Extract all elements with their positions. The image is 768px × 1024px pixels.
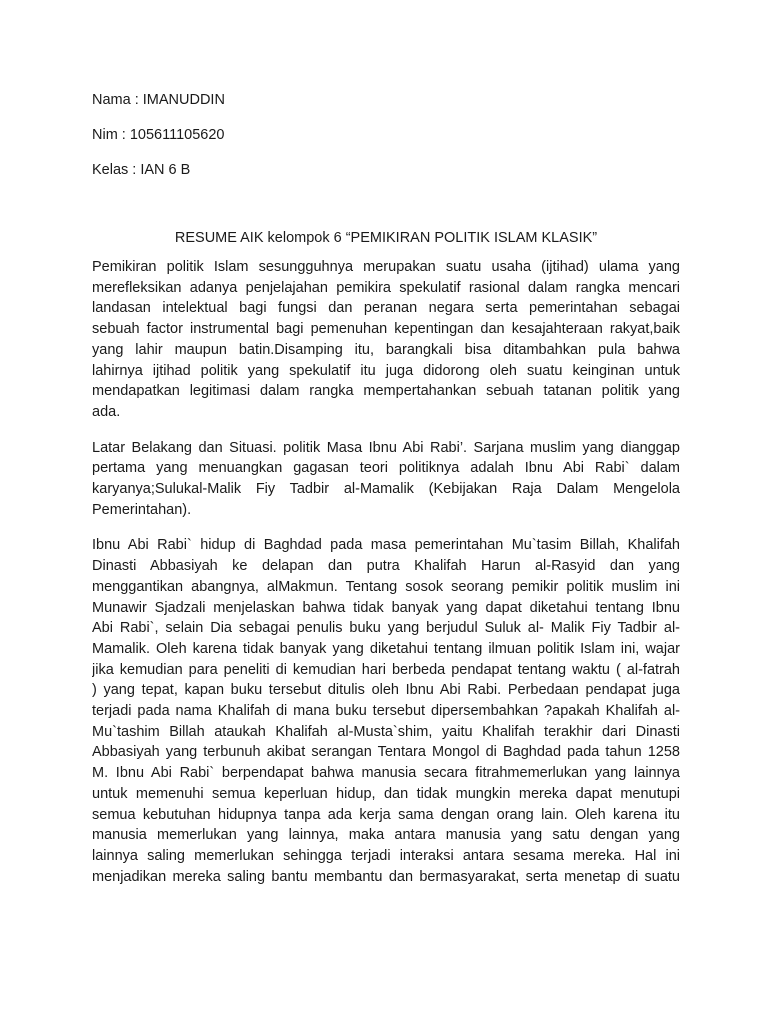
text-line: Mamalik. Oleh karena tidak banyak yang diketahui tentang ilmuan politik Islam ini, wajar xyxy=(92,640,680,657)
text-line: Mu`tashim Billah ataukah Khalifah al-Musta`shim, yaitu Khalifah terakhir dari Dinasti xyxy=(92,723,680,740)
text-line: terjadi pada nama Khalifah di mana buku tersebut dipersembahkan ?apakah Khalifah al- xyxy=(92,703,680,720)
text-line: untuk memenuhi semua keperluan hidup, dan tidak mungkin mereka dapat menutupi xyxy=(92,785,680,802)
text-line: manusia memerlukan yang lainnya, maka antara manusia yang satu dengan yang xyxy=(92,827,680,844)
paragraph-1 xyxy=(92,257,680,423)
text-line: sebuah factor instrumental bagi pemenuhan kepentingan dan kesajahteraan rakyat,baik xyxy=(92,321,680,338)
text-line: yang lahir maupun batin.Disamping itu, barangkali bisa ditambahkan pula bahwa xyxy=(92,341,680,358)
text-line: ada. xyxy=(92,403,121,420)
text-line: Pemerintahan). xyxy=(92,501,192,518)
text-line: semua kebutuhan hidupnya tanpa ada kerja sama dengan orang lain. Oleh karena itu xyxy=(92,806,680,823)
student-name: Nama : IMANUDDIN xyxy=(92,92,225,108)
text-line: menjadikan mereka saling bantu membantu dan bermasyarakat, serta menetap di suatu xyxy=(92,868,680,885)
student-class: Kelas : IAN 6 B xyxy=(92,162,191,178)
text-line: menggantikan abangnya, alMakmun. Tentang sosok seorang pemikir politik muslim ini xyxy=(92,578,680,595)
paragraph-2 xyxy=(92,438,680,521)
text-line: Pemikiran politik Islam sesungguhnya merupakan suatu usaha (ijtihad) ulama yang xyxy=(92,259,680,275)
text-line: pertama yang menuangkan gagasan teori politiknya adalah Ibnu Abi Rabi` dalam xyxy=(92,460,680,477)
paragraph-3 xyxy=(92,535,680,887)
text-line: Latar Belakang dan Situasi. politik Masa Ibnu Abi Rabi’. Sarjana muslim yang dianggap xyxy=(92,439,680,456)
document-body xyxy=(92,90,680,902)
text-line: M. Ibnu Abi Rabi` berpendapat bahwa manusia secara fitrahmemerlukan yang lainnya xyxy=(92,765,680,782)
text-line: jika kemudian para peneliti di kemudian hari berbeda pendapat tentang waktu ( al-fatrah xyxy=(92,661,680,678)
text-line: Ibnu Abi Rabi` hidup di Baghdad pada masa pemerintahan Mu`tasim Billah, Khalifah xyxy=(92,537,680,554)
text-line: karyanya;Sulukal-Malik Fiy Tadbir al-Mamalik (Kebijakan Raja Dalam Mengelola xyxy=(92,481,680,498)
text-line: landasan intelektual bagi fungsi dan peranan negara serta pemerintahan sebagai xyxy=(92,300,680,317)
text-line: merefleksikan adanya penjelajahan pemikira spekulatif rasional dalam rangka mencari xyxy=(92,279,680,296)
text-line: ) yang tepat, kapan buku tersebut ditulis oleh Ibnu Abi Rabi. Perbedaan pendapat juga xyxy=(92,682,680,699)
text-line: Munawir Sjadzali menjelaskan bahwa tidak banyak yang dapat diketahui tentang Ibnu xyxy=(92,599,680,616)
text-line: mendapatkan legitimasi dalam rangka mempertahankan sebuah tatanan politik yang xyxy=(92,383,680,400)
student-nim: Nim : 105611105620 xyxy=(92,127,225,143)
document-title: RESUME AIK kelompok 6 “PEMIKIRAN POLITIK ISLAM KLASIK” xyxy=(174,230,598,246)
text-line: lahirnya ijtihad politik yang spekulatif itu juga didorong oleh suatu keinginan untuk xyxy=(92,362,680,379)
text-line: Abbasiyah yang terbunuh akibat serangan Tentara Mongol di Baghdad pada tahun 1258 xyxy=(92,744,680,761)
text-line: lainnya saling memerlukan sehingga terjadi interaksi antara sesama mereka. Hal ini xyxy=(92,847,680,864)
text-line: Dinasti Abbasiyah ke delapan dan putra Khalifah Harun al-Rasyid dan yang xyxy=(92,558,680,575)
text-line: Abi Rabi`, selain Dia sebagai penulis buku yang berjudul Suluk al- Malik Fiy Tadbir al- xyxy=(92,620,680,637)
